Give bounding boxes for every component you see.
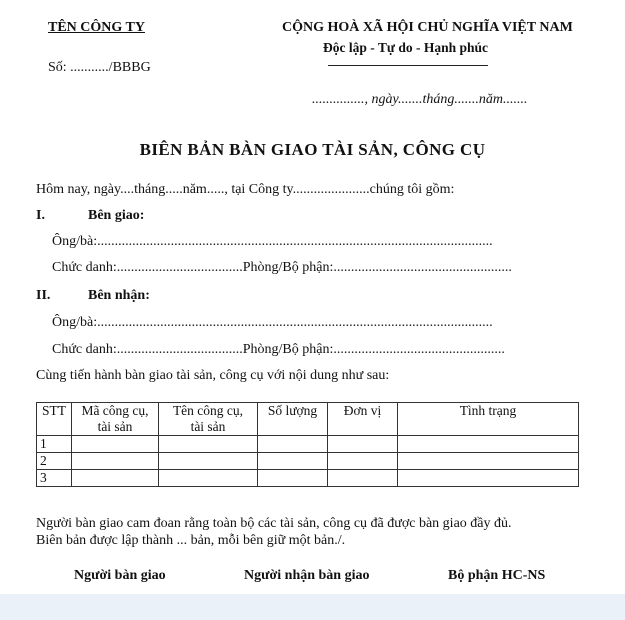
cell-code[interactable] <box>72 470 159 487</box>
page-bottom-band <box>0 594 625 620</box>
handover-lead: Cùng tiến hành bàn giao tài sản, công cụ với nội dung như sau: <box>36 368 390 383</box>
section-2-number: II. <box>36 288 51 303</box>
cell-stt: 1 <box>37 436 72 453</box>
col-code: Mã công cụ, tài sản <box>72 403 159 436</box>
cell-status[interactable] <box>398 470 579 487</box>
signature-receiver: Người nhận bàn giao <box>244 568 370 583</box>
section-1-number: I. <box>36 208 45 223</box>
col-status: Tình trạng <box>398 403 579 436</box>
cell-unit[interactable] <box>328 453 398 470</box>
national-motto: Độc lập - Tự do - Hạnh phúc <box>323 40 489 55</box>
date-place: ..............., ngày.......tháng.......năm....... <box>312 92 528 107</box>
commitment-line-2: Biên bản được lập thành ... bản, mỗi bên giữ một bản./. <box>36 533 346 548</box>
intro-line: Hôm nay, ngày....tháng.....năm....., tại Công ty......................chúng tôi gồm: <box>36 182 455 197</box>
cell-unit[interactable] <box>328 436 398 453</box>
signature-hr: Bộ phận HC-NS <box>448 568 546 583</box>
receiver-position-line: Chức danh:....................................Phòng/Bộ phận:................................................. <box>52 342 505 357</box>
motto-underline <box>328 65 488 66</box>
table-header-row <box>37 403 579 436</box>
table-row <box>37 470 579 487</box>
cell-name[interactable] <box>159 436 258 453</box>
table-row <box>37 453 579 470</box>
table-row <box>37 436 579 453</box>
cell-status[interactable] <box>398 436 579 453</box>
cell-quantity[interactable] <box>258 453 328 470</box>
cell-name[interactable] <box>159 453 258 470</box>
cell-quantity[interactable] <box>258 436 328 453</box>
document-title: BIÊN BẢN BÀN GIAO TÀI SẢN, CÔNG CỤ <box>139 140 486 159</box>
col-quantity: Số lượng <box>258 403 328 436</box>
cell-unit[interactable] <box>328 470 398 487</box>
cell-stt: 2 <box>37 453 72 470</box>
signature-giver: Người bàn giao <box>74 568 166 583</box>
col-stt: STT <box>37 403 72 436</box>
cell-name[interactable] <box>159 470 258 487</box>
cell-status[interactable] <box>398 453 579 470</box>
col-name: Tên công cụ, tài sản <box>159 403 258 436</box>
document-number: Số: .........../BBBG <box>48 60 151 75</box>
section-1-title: Bên giao: <box>88 208 145 223</box>
col-unit: Đơn vị <box>328 403 398 436</box>
section-2-title: Bên nhận: <box>88 288 150 303</box>
commitment-line-1: Người bàn giao cam đoan rằng toàn bộ các tài sản, công cụ đã được bàn giao đầy đủ. <box>36 516 512 531</box>
receiver-name-line: Ông/bà:................................................................................................................. <box>52 315 493 330</box>
cell-code[interactable] <box>72 453 159 470</box>
cell-stt: 3 <box>37 470 72 487</box>
asset-table <box>36 402 579 487</box>
company-name: TÊN CÔNG TY <box>48 20 145 35</box>
cell-code[interactable] <box>72 436 159 453</box>
giver-name-line: Ông/bà:................................................................................................................. <box>52 234 493 249</box>
republic-title: CỘNG HOÀ XÃ HỘI CHỦ NGHĨA VIỆT NAM <box>282 20 573 35</box>
cell-quantity[interactable] <box>258 470 328 487</box>
giver-position-line: Chức danh:....................................Phòng/Bộ phận:................................................... <box>52 260 512 275</box>
